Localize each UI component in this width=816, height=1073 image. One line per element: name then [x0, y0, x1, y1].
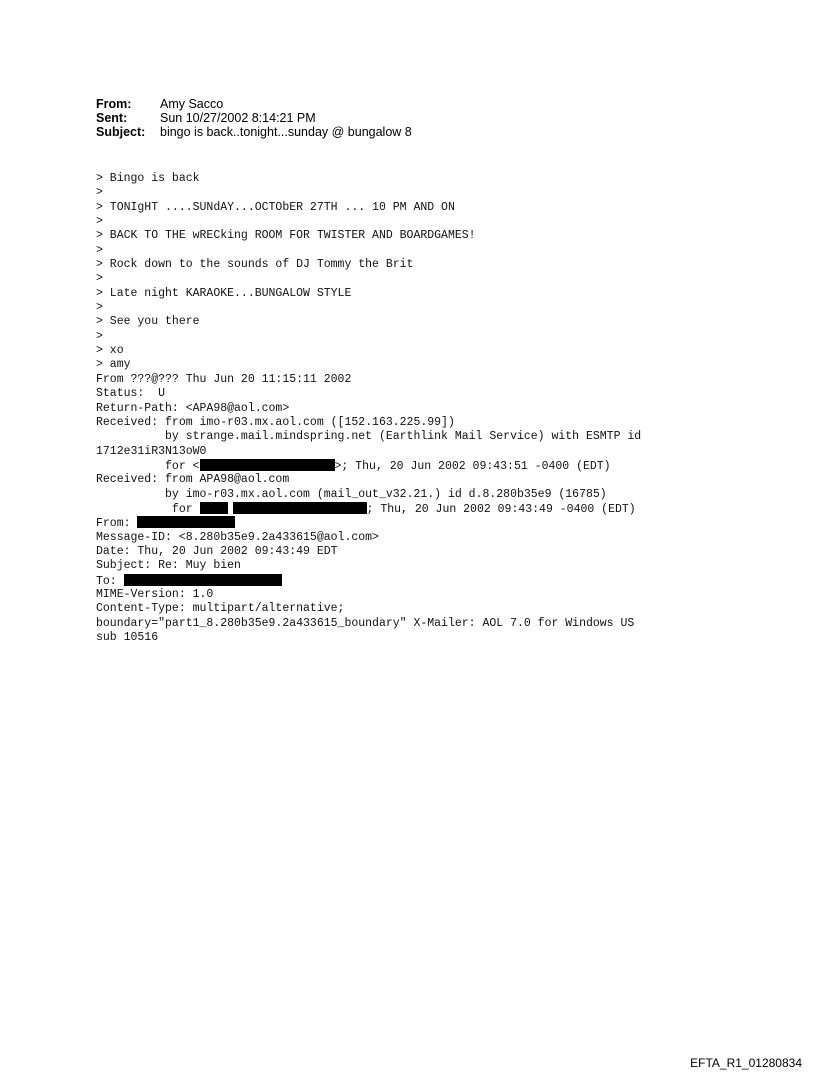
document-id: EFTA_R1_01280834	[690, 1056, 802, 1070]
body-line: >	[96, 186, 103, 200]
body-line-part: From:	[96, 517, 138, 531]
body-line: Received: from imo-r03.mx.aol.com ([152.163.225.99])	[96, 415, 455, 429]
body-line: by imo-r03.mx.aol.com (mail_out_v32.21.) id d.8.280b35e9 (16785)	[96, 487, 607, 501]
body-line: Received: from APA98@aol.com	[96, 473, 290, 487]
body-line: > amy	[96, 358, 131, 372]
body-line: Content-Type: multipart/alternative;	[96, 602, 345, 616]
body-line: Date: Thu, 20 Jun 2002 09:43:49 EDT	[96, 544, 338, 558]
redaction-block	[124, 574, 282, 586]
body-line: Return-Path: <APA98@aol.com>	[96, 401, 290, 415]
body-line: Subject: Re: Muy bien	[96, 559, 241, 573]
body-line: >	[96, 243, 103, 257]
body-line-part: for	[96, 502, 200, 516]
body-line: > Late night KARAOKE...BUNGALOW STYLE	[96, 286, 352, 300]
email-body	[96, 172, 796, 645]
redaction-block	[233, 502, 367, 514]
email-header	[96, 97, 736, 139]
body-line-part: To:	[96, 574, 124, 588]
subject-label: Subject:	[96, 125, 146, 139]
body-line: sub 10516	[96, 631, 159, 644]
sent-row	[96, 111, 736, 125]
body-line: >	[96, 301, 103, 315]
body-line-part: >; Thu, 20 Jun 2002 09:43:51 -0400 (EDT)	[334, 459, 611, 473]
redaction-block	[137, 516, 235, 528]
body-line: MIME-Version: 1.0	[96, 587, 214, 601]
sent-label: Sent:	[96, 111, 128, 125]
body-line	[96, 459, 796, 473]
body-line	[96, 516, 796, 530]
body-line: >	[96, 215, 103, 229]
body-line: boundary="part1_8.280b35e9.2a433615_boundary" X-Mailer: AOL 7.0 for Windows US	[96, 616, 635, 630]
redaction-block	[200, 502, 228, 514]
body-line: > See you there	[96, 315, 200, 329]
subject-row	[96, 125, 736, 139]
body-line: > Rock down to the sounds of DJ Tommy the Brit	[96, 258, 414, 272]
from-row	[96, 97, 736, 111]
from-label: From:	[96, 97, 132, 111]
body-line: > TONIgHT ....SUNdAY...OCTObER 27TH ... 10 PM AND ON	[96, 200, 455, 214]
body-line: >	[96, 272, 103, 286]
from-value: Amy Sacco	[160, 97, 224, 111]
body-line	[96, 574, 796, 588]
body-line: > Bingo is back	[96, 172, 200, 185]
body-line-part: ; Thu, 20 Jun 2002 09:43:49 -0400 (EDT)	[366, 502, 636, 516]
body-line-part: for <	[96, 459, 200, 473]
body-line: by strange.mail.mindspring.net (Earthlink Mail Service) with ESMTP id	[96, 430, 642, 444]
body-line: 1712e31iR3N13oW0	[96, 444, 207, 458]
redaction-block	[200, 459, 335, 471]
body-line	[96, 502, 796, 516]
body-line: > xo	[96, 344, 124, 358]
subject-value: bingo is back..tonight...sunday @ bungalow 8	[160, 125, 412, 139]
body-line: Status: U	[96, 387, 166, 401]
sent-value: Sun 10/27/2002 8:14:21 PM	[160, 111, 316, 125]
body-line: > BACK TO THE wRECking ROOM FOR TWISTER AND BOARDGAMES!	[96, 229, 476, 243]
body-line: From ???@??? Thu Jun 20 11:15:11 2002	[96, 372, 352, 386]
body-line: >	[96, 329, 103, 343]
body-line: Message-ID: <8.280b35e9.2a433615@aol.com>	[96, 530, 379, 544]
